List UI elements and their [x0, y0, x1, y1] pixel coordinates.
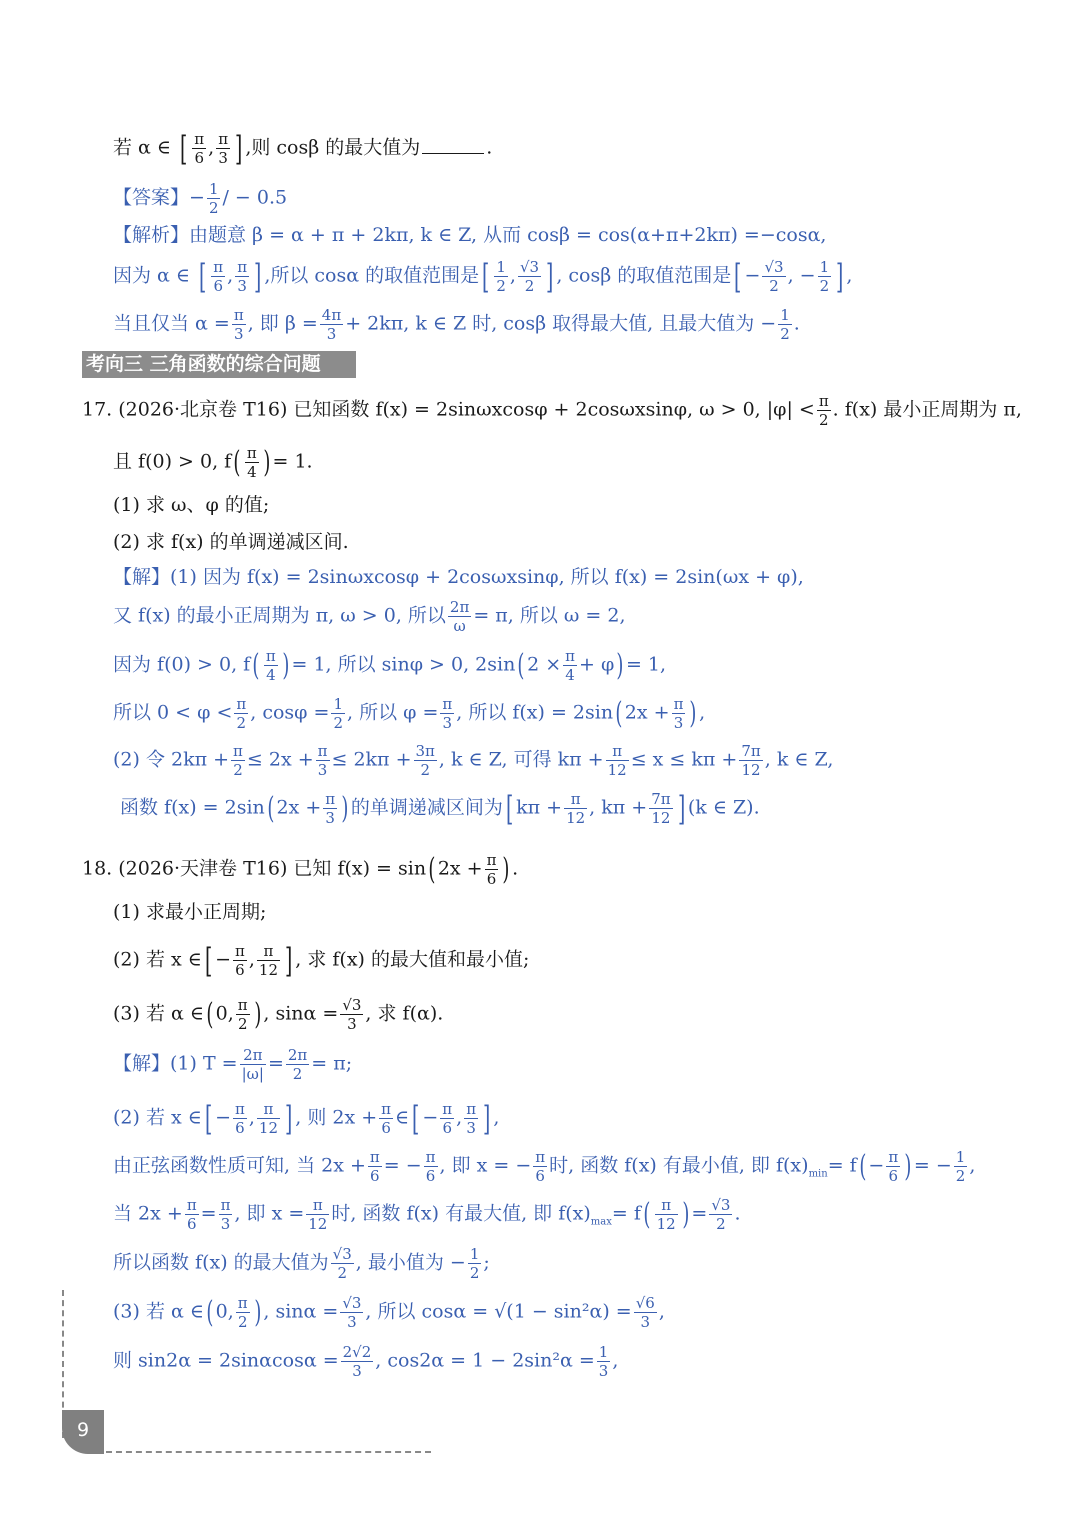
q18-sol-1: 【解】(1) T = $\frac{2\pi}{|\omega|}$ = $\frac{2\pi}{2}$ = π;	[113, 1046, 353, 1083]
q18-part2: (2) 若 x ∈[ − $\frac{\pi}{6}$ , $\frac{\pi}{12}$ ] , 求 f(x) 的最大值和最小值;	[113, 940, 530, 981]
q18-stem: 18. (2026·天津卷 T16) 已知 f(x) = sin( 2x + $\frac{\pi}{6}$ ) .	[82, 851, 519, 888]
q18-part3: (3) 若 α ∈( 0, $\frac{\pi}{2}$ ) , sinα = $\frac{√3}{3}$ , 求 f(α).	[113, 996, 444, 1033]
answer-blank	[422, 135, 484, 154]
page-footer-dashed-line	[106, 1451, 431, 1453]
q18-part1: (1) 求最小正周期;	[113, 901, 267, 923]
q17-stem-1: 17. (2026·北京卷 T16) 已知函数 f(x) = 2sinωxcosφ + 2cosωxsinφ, ω > 0, |φ| < $\frac{\pi}{2}$ . f(x) 最小正周期为 π,	[82, 392, 1022, 429]
q18-sol-6: (3) 若 α ∈( 0, $\frac{\pi}{2}$ ) , sinα = $\frac{√3}{3}$ , 所以 cosα = √(1 − sin²α) = $\frac{√6}{3}$ ,	[113, 1294, 665, 1331]
page-number: 9	[62, 1410, 104, 1454]
q18-sol-2: (2) 若 x ∈[ − $\frac{\pi}{6}$ , $\frac{\pi}{12}$ ] , 则 2x + $\frac{\pi}{6}$ ∈[ − $\frac{\pi}{6}$ , $\frac{\pi}{3}$ ] ,	[113, 1098, 500, 1139]
q17-sol-6: 函数 f(x) = 2sin( 2x + $\frac{\pi}{3}$ ) 的单调递减区间为[ kπ + $\frac{\pi}{12}$ , kπ + $\frac{7\pi}{12}$ ] (k ∈ Z).	[120, 788, 760, 829]
q17-part1: (1) 求 ω、φ 的值;	[113, 494, 270, 516]
q16-lead: 若 α ∈	[113, 136, 178, 159]
q17-sol-2: 又 f(x) 的最小正周期为 π, ω > 0, 所以 $\frac{2\pi}{\omega}$ = π, 所以 ω = 2,	[113, 598, 626, 635]
q17-sol-5: (2) 令 2kπ + $\frac{\pi}{2}$ ≤ 2x + $\frac{\pi}{3}$ ≤ 2kπ + $\frac{3\pi}{2}$ , k ∈ Z, 可得 kπ + $\frac{\pi}{12}$ ≤ x ≤ kπ + $\frac{7\pi}{12}$ , k ∈ Z,	[113, 742, 834, 779]
q16-analysis-2: 因为 α ∈ [ $\frac{\pi}{6}$ , $\frac{\pi}{3}$ ] ,所以 cosα 的取值范围是[ $\frac{1}{2}$ , $\frac{√3}{2}$ ] , cosβ 的取值范围是[ − $\frac{√3}{2}$ , − $\frac{1}{2}$ ] ,	[113, 256, 853, 297]
q16-condition-line: 若 α ∈ [ $\frac{\pi}{6}$ , $\frac{\pi}{3}$ ] ,则 cosβ 的最大值为 .	[113, 128, 493, 169]
q18-sol-7: 则 sin2α = 2sinαcosα = $\frac{2√2}{3}$ , cos2α = 1 − 2sin²α = $\frac{1}{3}$ ,	[113, 1343, 619, 1380]
q18-sol-5: 所以函数 f(x) 的最大值为 $\frac{√3}{2}$ , 最小值为 − $\frac{1}{2}$ ;	[113, 1245, 490, 1282]
q17-sol-3: 因为 f(0) > 0, f( $\frac{\pi}{4}$ ) = 1, 所以 sinφ > 0, 2sin( 2 × $\frac{\pi}{4}$ + φ) = 1,	[113, 647, 667, 684]
q17-stem-2: 且 f(0) > 0, f( $\frac{\pi}{4}$ ) = 1.	[113, 444, 313, 481]
section-title: 考向三 三角函数的综合问题	[82, 351, 356, 378]
q17-sol-4: 所以 0 < φ < $\frac{\pi}{2}$ , cosφ = $\frac{1}{2}$ , 所以 φ = $\frac{\pi}{3}$ , 所以 f(x) = 2sin( 2x + $\frac{\pi}{3}$ ) ,	[113, 695, 706, 732]
q16-analysis-1: 【解析】由题意 β = α + π + 2kπ, k ∈ Z, 从而 cosβ = cos(α+π+2kπ) =−cosα,	[113, 224, 827, 246]
q18-sol-3: 由正弦函数性质可知, 当 2x + $\frac{\pi}{6}$ = − $\frac{\pi}{6}$ , 即 x = − $\frac{\pi}{6}$ 时, 函数 f(x) 有最小值, 即 $f(x)_{min}= f$( − $\frac{\pi}{6}$ ) = − $\frac{1}{2}$ ,	[113, 1148, 976, 1185]
q16-analysis-3: 当且仅当 α = $\frac{\pi}{3}$ , 即 β = $\frac{4\pi}{3}$ + 2kπ, k ∈ Z 时, cosβ 取得最大值, 且最大值为 − $\frac{1}{2}$ .	[113, 306, 800, 343]
q18-sol-4: 当 2x + $\frac{\pi}{6}$ = $\frac{\pi}{3}$ , 即 x = $\frac{\pi}{12}$ 时, 函数 f(x) 有最大值, 即 $f(x)_{max}= f$( $\frac{\pi}{12}$ ) = $\frac{√3}{2}$ .	[113, 1196, 741, 1233]
q17-sol-1: 【解】(1) 因为 f(x) = 2sinωxcosφ + 2cosωxsinφ, 所以 f(x) = 2sin(ωx + φ),	[113, 566, 804, 588]
q16-answer: 【答案】− $\frac{1}{2}$ / − 0.5	[113, 180, 288, 217]
q17-part2: (2) 求 f(x) 的单调递减区间.	[113, 531, 349, 553]
